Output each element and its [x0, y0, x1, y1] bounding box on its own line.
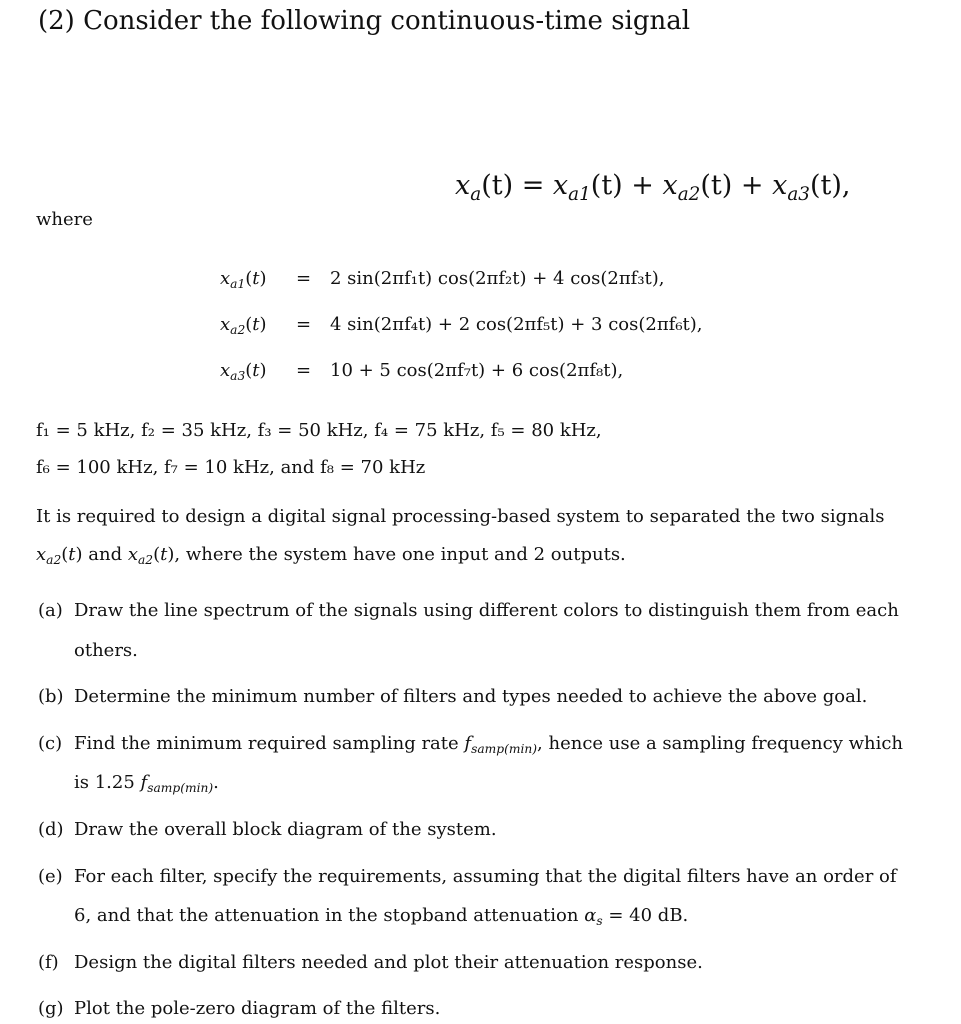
- item-label: (a): [38, 600, 63, 621]
- item-e: [38, 866, 897, 887]
- equals-sign: =: [296, 314, 312, 335]
- item-text: Draw the overall block diagram of the system.: [74, 819, 497, 840]
- item-label: (g): [38, 998, 64, 1019]
- item-text: Determine the minimum number of filters and types needed to achieve the above goal.: [74, 686, 868, 707]
- definition-rhs: 2 sin(2πf₁t) cos(2πf₂t) + 4 cos(2πf₃t),: [330, 268, 665, 289]
- item-c: (c) Find the minimum required sampling rate $f_{samp(min)}$, hence use a sampling frequency which: [38, 733, 904, 756]
- item-a-continuation: others.: [74, 640, 138, 661]
- definition-rhs: 10 + 5 cos(2πf₇t) + 6 cos(2πf₈t),: [330, 360, 624, 381]
- requirement-line-2: $x_{a2}(t)$ and $x_{a2}(t)$, where the system have one input and 2 outputs.: [36, 544, 626, 567]
- definition-lhs: $x_{a2}(t)$: [220, 314, 267, 337]
- definition-lhs: $x_{a3}(t)$: [220, 360, 267, 383]
- definition-rhs: 4 sin(2πf₄t) + 2 cos(2πf₅t) + 3 cos(2πf₆t),: [330, 314, 703, 335]
- equals-sign: =: [296, 360, 312, 381]
- item-e-continuation: 6, and that the attenuation in the stopband attenuation $\alpha_s = 40$ dB.: [74, 905, 689, 928]
- item-d: [38, 819, 497, 840]
- item-g: [38, 998, 440, 1019]
- item-label: (c): [38, 733, 63, 754]
- item-text: For each filter, specify the requirements, assuming that the digital filters have an order of: [74, 866, 897, 887]
- item-label: (f): [38, 952, 59, 973]
- definition-lhs: $x_{a1}(t)$: [220, 268, 267, 291]
- item-f: [38, 952, 703, 973]
- item-a: [38, 600, 899, 621]
- item-label: (d): [38, 819, 64, 840]
- problem-title: (2) Consider the following continuous-time signal: [38, 6, 691, 36]
- item-c-continuation: is 1.25 $f_{samp(min)}$.: [74, 772, 219, 795]
- item-text: Design the digital filters needed and plot their attenuation response.: [74, 952, 703, 973]
- where-label: where: [36, 209, 93, 230]
- item-b: [38, 686, 867, 707]
- equals-sign: =: [296, 268, 312, 289]
- item-label: (e): [38, 866, 63, 887]
- item-text: Plot the pole-zero diagram of the filters.: [74, 998, 441, 1019]
- frequency-line-2: f₆ = 100 kHz, f₇ = 10 kHz, and f₈ = 70 kHz: [36, 457, 426, 478]
- item-label: (b): [38, 686, 64, 707]
- main-equation: $x_a(t) = x_{a1}(t) + x_{a2}(t) + x_{a3}(t)$,: [455, 170, 851, 205]
- item-text: Find the minimum required sampling rate: [74, 733, 459, 754]
- frequency-line-1: f₁ = 5 kHz, f₂ = 35 kHz, f₃ = 50 kHz, f₄ = 75 kHz, f₅ = 80 kHz,: [36, 420, 602, 441]
- requirement-line-1: It is required to design a digital signal processing-based system to separated the two signals: [36, 506, 885, 527]
- item-text: Draw the line spectrum of the signals using different colors to distinguish them from each: [74, 600, 899, 621]
